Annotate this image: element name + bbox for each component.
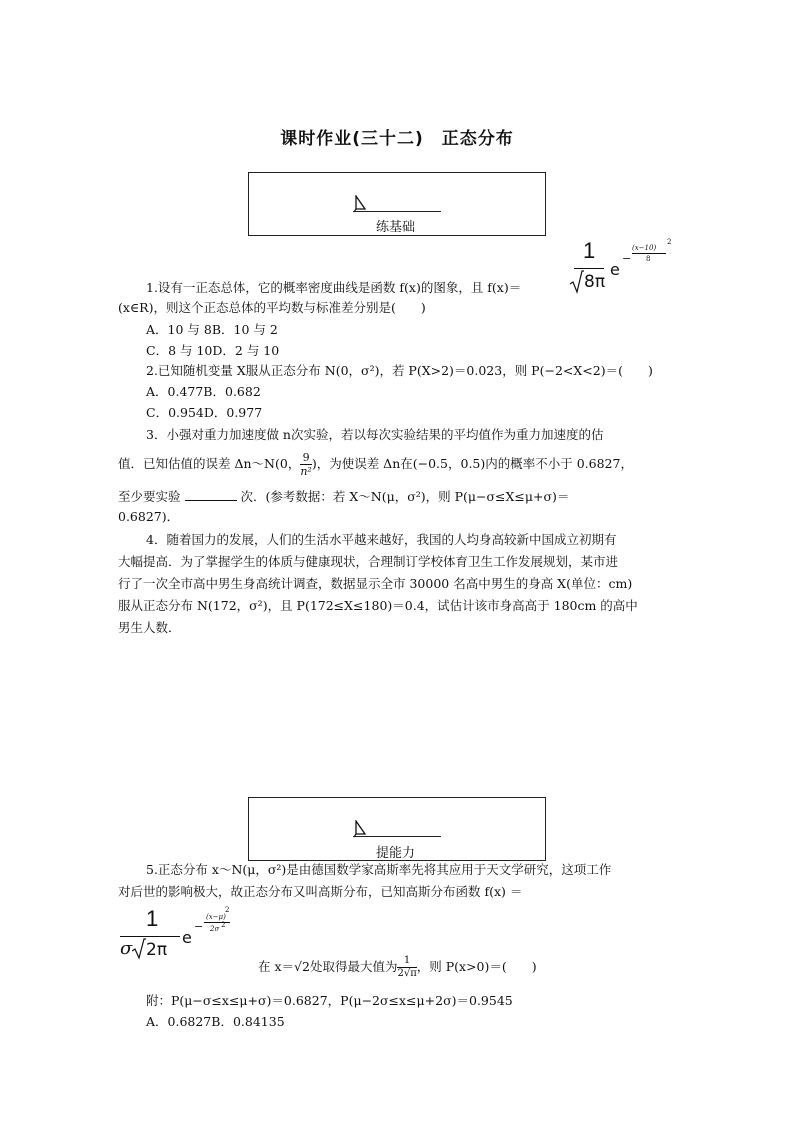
q5-formula-bar: [120, 936, 180, 937]
q5-exp-numerator: (x−μ): [206, 913, 226, 921]
q5-line1: 5.正态分布 x～N(μ，σ²)是由德国数学家高斯率先将其应用于天文学研究，这项工作: [146, 862, 612, 877]
q5-exp-den-square: 2: [221, 921, 226, 929]
q3-line3-end: 次．(参考数据：若 X～N(μ，σ²)，则 P(μ−σ≤X≤μ+σ)＝: [240, 489, 570, 504]
q2-line1: 2.已知随机变量 X服从正态分布 N(0，σ²)，若 P(X>2)＝0.023，则 P(−2<X<2)＝( ): [146, 363, 653, 378]
q5-fraction-den: 2√π: [397, 968, 417, 979]
q4-line2: 大幅提高．为了掌握学生的体质与健康现状，合理制订学校体育卫生工作发展规划，某市进: [118, 554, 619, 569]
q3-line1: 3．小强对重力加速度做 n次实验，若以每次实验结果的平均值作为重力加速度的估: [146, 427, 604, 442]
q1-radical-sign: [570, 270, 584, 294]
q1-formula-numerator: 1: [583, 238, 596, 263]
section-box-basic: [248, 172, 546, 236]
q3-fraction-num: 9: [300, 452, 312, 465]
section-label-advanced: 提能力: [376, 846, 416, 861]
q5-line3-start: 在 x＝√2处取得最大值为: [258, 959, 398, 974]
q3-answer-blank[interactable]: [185, 500, 237, 501]
page-title: 课时作业(三十二) 正态分布: [280, 129, 514, 149]
q5-option-ab: A．0.6827B．0.84135: [146, 1014, 285, 1029]
q5-line3-end: ，则 P(x>0)＝( ): [416, 959, 537, 974]
q3-line2-start: 值．已知估值的误差 Δn～N(0，: [118, 456, 301, 471]
q5-fraction-num: 1: [397, 956, 416, 968]
q5-exp-denominator: 2σ: [210, 925, 220, 933]
q3-line3-start: 至少要实验: [118, 489, 181, 504]
q5-formula-numerator: 1: [146, 906, 159, 931]
q3-fraction: [300, 452, 312, 477]
q5-exp-bar: [204, 922, 230, 923]
q5-formula-minus: −: [194, 920, 204, 933]
q3-fraction-den: n²: [300, 465, 312, 478]
q1-exp-numerator: (x−10): [632, 244, 657, 252]
section-rule: [353, 836, 441, 837]
q1-option-ab: A．10 与 8B．10 与 2: [146, 322, 278, 337]
q3-line3: [118, 487, 569, 507]
q2-option-cd: C．0.954D．0.977: [146, 405, 263, 420]
q5-formula-sigma: σ: [120, 938, 133, 959]
q1-exp-denominator: 8: [646, 255, 651, 263]
section-label-basic: 练基础: [376, 220, 416, 235]
q1-exp-bar: [632, 253, 666, 254]
q4-line1: 4．随着国力的发展，人们的生活水平越来越好，我国的人均身高较新中国成立初期有: [146, 532, 617, 547]
q1-formula-e: e: [610, 260, 620, 279]
q5-formula: [118, 904, 258, 960]
q3-line2-end: )，为使误差 Δn在(−0.5，0.5)内的概率不小于 0.6827，: [311, 456, 633, 471]
q4-line4: 服从正态分布 N(172，σ²)，且 P(172≤X≤180)＝0.4，试估计该市身高高于 180cm 的高中: [118, 598, 638, 613]
q5-line3: [258, 950, 537, 984]
q4-line5: 男生人数．: [118, 620, 181, 635]
q1-line2: (x∈R)，则这个正态总体的平均数与标准差分别是( ): [118, 300, 426, 315]
section-rule: [353, 211, 441, 212]
q5-radical-sign: [132, 938, 146, 960]
q2-option-ab: A．0.477B．0.682: [146, 384, 261, 399]
q4-line3: 行了一次全市高中男生身高统计调查，数据显示全市 30000 名高中男生的身高 X(单位：cm): [118, 576, 633, 591]
q5-formula-root: 2π: [146, 940, 168, 960]
q1-formula-bar: [574, 268, 604, 269]
q5-fraction: [397, 956, 416, 979]
q1-exp-square: 2: [667, 238, 672, 246]
q5-formula-e: e: [182, 928, 192, 947]
q1-line1: 1.设有一正态总体，它的概率密度曲线是函数 f(x)的图象，且 f(x)＝: [146, 280, 522, 295]
q1-formula-denominator: 8π: [584, 272, 606, 292]
q3-line2: [118, 447, 633, 481]
q3-line4: 0.6827)．: [118, 509, 180, 524]
q5-line2: 对后世的影响极大，故正态分布又叫高斯分布，已知高斯分布函数 f(x) ＝: [118, 884, 523, 899]
q1-formula-minus: −: [622, 252, 632, 265]
q5-exp-square: 2: [225, 906, 230, 914]
section-box-advanced: [248, 797, 546, 861]
q5-note: 附：P(μ−σ≤x≤μ+σ)＝0.6827，P(μ−2σ≤x≤μ+2σ)＝0.9545: [146, 993, 513, 1008]
q1-option-cd: C．8 与 10D．2 与 10: [146, 343, 280, 358]
q1-formula: [570, 238, 674, 294]
